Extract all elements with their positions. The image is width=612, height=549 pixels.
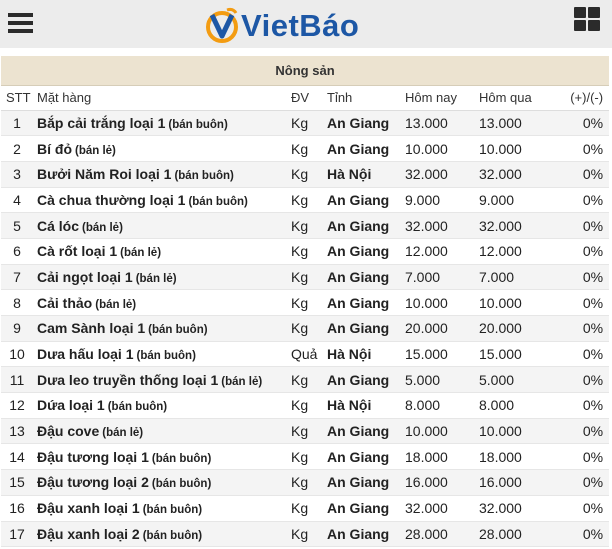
cell-unit: Kg [287,264,323,290]
item-sale-type: (bán buôn) [136,350,196,363]
table-body [1,110,609,547]
cell-stt: 1 [1,110,33,136]
cell-province: An Giang [323,110,401,136]
table-row [1,341,609,367]
item-sale-type: (bán lẻ) [120,247,162,260]
cell-today-price: 32.000 [401,161,475,187]
cell-province: Hà Nội [323,161,401,187]
item-sale-type: (bán buôn) [107,401,168,414]
item-name: Bắp cải trắng loại 1 [37,114,166,131]
table-row [1,110,609,136]
cell-today-price: 16.000 [401,470,475,496]
col-header-item: Mặt hàng [33,85,287,110]
cell-today-price: 18.000 [401,444,475,470]
cell-item-name [33,341,287,367]
cell-yesterday-price: 32.000 [475,495,547,521]
table-row [1,136,609,162]
cell-change: 0% [547,161,609,187]
cell-stt: 10 [1,341,33,367]
cell-yesterday-price: 15.000 [475,341,547,367]
cell-item-name [33,136,287,162]
item-sale-type: (bán lẻ) [102,427,144,440]
cell-item-name [33,264,287,290]
cell-yesterday-price: 10.000 [475,418,547,444]
cell-yesterday-price: 16.000 [475,470,547,496]
cell-province: An Giang [323,367,401,393]
item-name: Dưa hấu loại 1 [37,346,134,363]
cell-today-price: 13.000 [401,110,475,136]
cell-yesterday-price: 10.000 [475,290,547,316]
cell-stt: 12 [1,393,33,419]
cell-yesterday-price: 32.000 [475,213,547,239]
cell-change: 0% [547,290,609,316]
cell-stt: 17 [1,521,33,547]
item-sale-type: (bán buôn) [151,478,212,491]
cell-item-name [33,187,287,213]
cell-unit: Kg [287,418,323,444]
cell-change: 0% [547,341,609,367]
cell-today-price: 15.000 [401,341,475,367]
table-row [1,393,609,419]
cell-stt: 15 [1,470,33,496]
cell-province: An Giang [323,444,401,470]
cell-today-price: 12.000 [401,238,475,264]
item-name: Đậu cove [37,423,100,440]
table-row [1,444,609,470]
cell-change: 0% [547,495,609,521]
cell-today-price: 20.000 [401,316,475,342]
cell-stt: 14 [1,444,33,470]
cell-item-name [33,393,287,419]
cell-yesterday-price: 32.000 [475,161,547,187]
cell-yesterday-price: 12.000 [475,238,547,264]
item-name: Dưa leo truyền thống loại 1 [37,371,219,388]
cell-stt: 5 [1,213,33,239]
item-sale-type: (bán lẻ) [82,221,123,234]
cell-today-price: 8.000 [401,393,475,419]
cell-unit: Kg [287,161,323,187]
grid-apps-icon[interactable] [574,7,600,31]
cell-change: 0% [547,187,609,213]
cell-province: An Giang [323,238,401,264]
cell-yesterday-price: 20.000 [475,316,547,342]
cell-province: An Giang [323,187,401,213]
cell-today-price: 5.000 [401,367,475,393]
col-header-unit: ĐV [287,85,323,110]
cell-yesterday-price: 9.000 [475,187,547,213]
cell-today-price: 32.000 [401,213,475,239]
col-header-change: (+)/(-) [547,85,609,110]
item-sale-type: (bán buôn) [188,195,248,208]
table-row [1,213,609,239]
item-name: Cá lóc [37,217,80,234]
vietbao-logo-icon [205,6,239,44]
table-row [1,521,609,547]
cell-province: Hà Nội [323,393,401,419]
cell-stt: 16 [1,495,33,521]
item-name: Bí đỏ [37,140,72,157]
cell-province: An Giang [323,521,401,547]
item-sale-type: (bán lẻ) [221,375,263,388]
item-name: Đậu tương loại 2 [37,474,149,491]
cell-yesterday-price: 18.000 [475,444,547,470]
cell-stt: 4 [1,187,33,213]
cell-unit: Kg [287,290,323,316]
item-name: Cải ngọt loại 1 [37,268,133,285]
cell-stt: 2 [1,136,33,162]
cell-stt: 8 [1,290,33,316]
col-header-province: Tỉnh [323,85,401,110]
hamburger-menu-icon[interactable] [8,11,33,35]
cell-item-name [33,238,287,264]
cell-item-name [33,110,287,136]
cell-item-name [33,290,287,316]
item-name: Đậu xanh loại 1 [37,500,140,517]
cell-stt: 3 [1,161,33,187]
item-sale-type: (bán buôn) [174,170,234,183]
item-name: Cà chua thường loại 1 [37,191,186,208]
cell-unit: Kg [287,187,323,213]
item-name: Cam Sành loại 1 [37,320,146,337]
table-row [1,290,609,316]
cell-unit: Kg [287,316,323,342]
cell-yesterday-price: 13.000 [475,110,547,136]
cell-unit: Kg [287,521,323,547]
cell-province: An Giang [323,290,401,316]
table-row [1,367,609,393]
item-name: Dứa loại 1 [37,397,105,414]
cell-today-price: 32.000 [401,495,475,521]
item-sale-type: (bán buôn) [148,324,208,337]
cell-change: 0% [547,213,609,239]
cell-yesterday-price: 5.000 [475,367,547,393]
cell-unit: Kg [287,213,323,239]
cell-unit: Kg [287,470,323,496]
item-sale-type: (bán buôn) [151,452,212,465]
item-name: Đậu tương loại 1 [37,448,149,465]
cell-yesterday-price: 8.000 [475,393,547,419]
site-logo[interactable] [205,5,359,45]
table-row [1,316,609,342]
cell-unit: Kg [287,110,323,136]
cell-today-price: 7.000 [401,264,475,290]
logo-text: VietBáo [241,7,360,43]
cell-item-name [33,521,287,547]
cell-stt: 13 [1,418,33,444]
cell-province: An Giang [323,316,401,342]
item-sale-type: (bán lẻ) [135,272,177,285]
cell-unit: Kg [287,367,323,393]
cell-item-name [33,316,287,342]
cell-change: 0% [547,110,609,136]
item-sale-type: (bán buôn) [142,529,203,542]
cell-today-price: 10.000 [401,136,475,162]
cell-unit: Kg [287,136,323,162]
cell-item-name [33,418,287,444]
section-header-row [1,56,609,85]
item-name: Đậu xanh loại 2 [37,525,140,542]
item-name: Cà rốt loại 1 [37,243,118,260]
item-name: Bưởi Năm Roi loại 1 [37,166,172,183]
cell-item-name [33,495,287,521]
cell-province: An Giang [323,213,401,239]
cell-province: Hà Nội [323,341,401,367]
cell-change: 0% [547,470,609,496]
price-table [1,56,609,547]
cell-change: 0% [547,418,609,444]
cell-item-name [33,213,287,239]
item-sale-type: (bán buôn) [168,118,228,131]
cell-yesterday-price: 28.000 [475,521,547,547]
table-row [1,161,609,187]
cell-change: 0% [547,444,609,470]
section-title: Nông sản [1,56,609,85]
cell-today-price: 10.000 [401,290,475,316]
col-header-today: Hôm nay [401,85,475,110]
table-row [1,495,609,521]
cell-item-name [33,161,287,187]
cell-province: An Giang [323,264,401,290]
cell-change: 0% [547,264,609,290]
cell-change: 0% [547,238,609,264]
cell-stt: 7 [1,264,33,290]
cell-unit: Kg [287,444,323,470]
cell-change: 0% [547,367,609,393]
cell-province: An Giang [323,418,401,444]
cell-stt: 6 [1,238,33,264]
table-row [1,187,609,213]
column-header-row [1,85,609,110]
cell-stt: 9 [1,316,33,342]
cell-yesterday-price: 7.000 [475,264,547,290]
cell-today-price: 9.000 [401,187,475,213]
table-row [1,238,609,264]
item-sale-type: (bán buôn) [142,504,203,517]
cell-item-name [33,444,287,470]
item-sale-type: (bán lẻ) [95,298,137,311]
cell-province: An Giang [323,136,401,162]
item-name: Cải thảo [37,294,93,311]
cell-item-name [33,367,287,393]
cell-unit: Kg [287,495,323,521]
cell-change: 0% [547,521,609,547]
cell-unit: Kg [287,393,323,419]
item-sale-type: (bán lẻ) [75,144,116,157]
cell-province: An Giang [323,470,401,496]
col-header-yesterday: Hôm qua [475,85,547,110]
cell-item-name [33,470,287,496]
col-header-stt: STT [1,85,33,110]
cell-today-price: 10.000 [401,418,475,444]
cell-unit: Kg [287,238,323,264]
table-row [1,264,609,290]
top-bar [0,0,612,48]
table-row [1,418,609,444]
cell-change: 0% [547,316,609,342]
cell-province: An Giang [323,495,401,521]
cell-stt: 11 [1,367,33,393]
cell-yesterday-price: 10.000 [475,136,547,162]
cell-unit: Quả [287,341,323,367]
cell-today-price: 28.000 [401,521,475,547]
table-row [1,470,609,496]
cell-change: 0% [547,393,609,419]
cell-change: 0% [547,136,609,162]
